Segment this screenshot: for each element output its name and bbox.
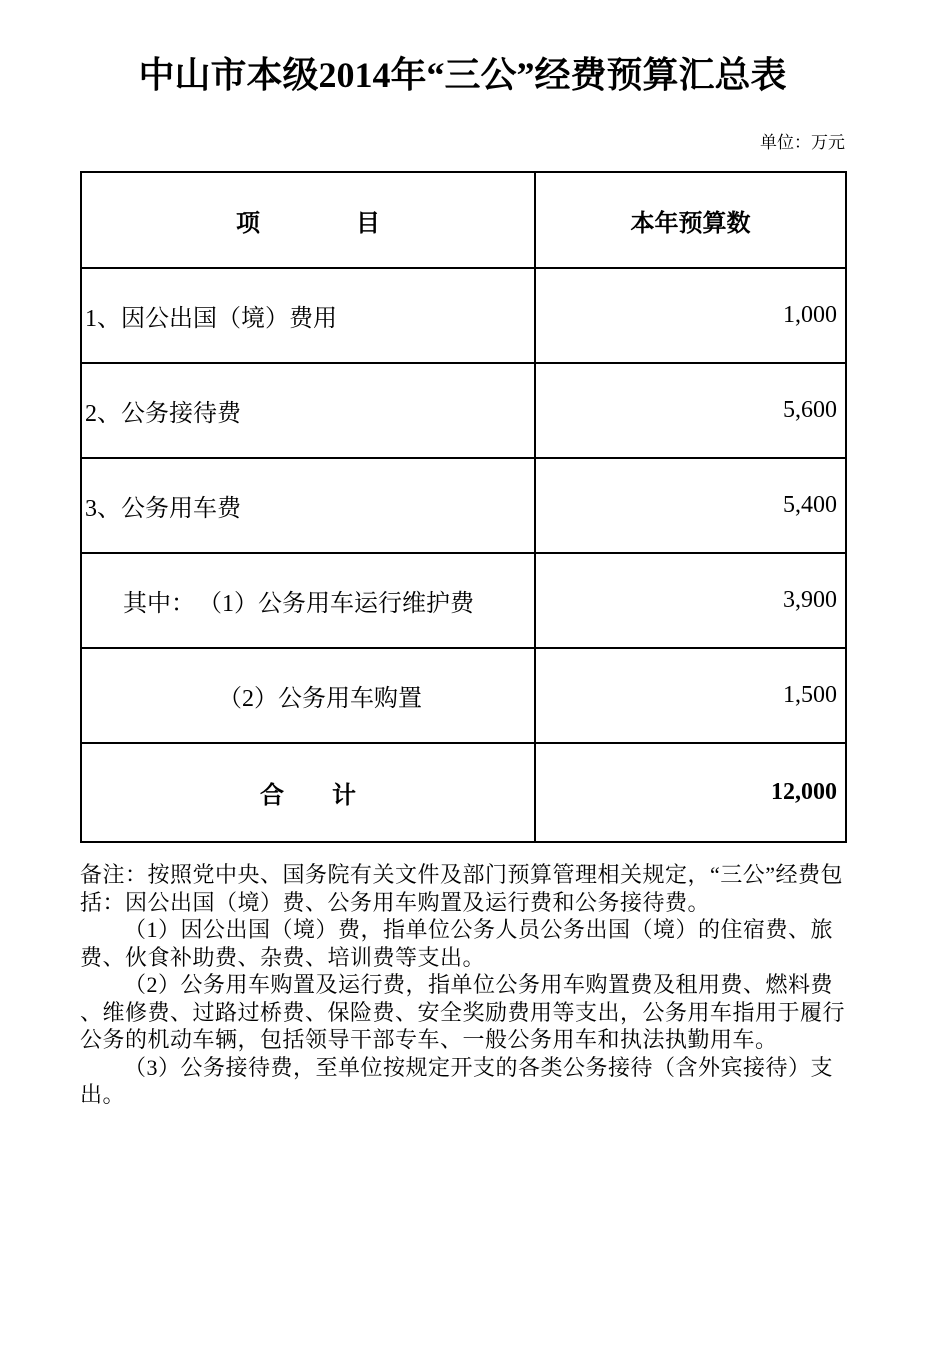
row-label-abroad-expense: 1、因公出国（境）费用 [81, 268, 535, 363]
row-value-vehicle-purchase: 1,500 [535, 648, 846, 743]
row-value-abroad-expense: 1,000 [535, 268, 846, 363]
note-reception-expense: （3）公务接待费，至单位按规定开支的各类公务接待（含外宾接待）支出。 [80, 1054, 834, 1107]
row-label-vehicle-expense: 3、公务用车费 [81, 458, 535, 553]
note-general: 备注：按照党中央、国务院有关文件及部门预算管理相关规定，“三公”经费包括：因公出国（境）费、公务用车购置及运行费和公务接待费。 [80, 862, 844, 915]
row-label-reception-expense: 2、公务接待费 [81, 363, 535, 458]
row-value-vehicle-expense: 5,400 [535, 458, 846, 553]
total-value: 12,000 [535, 743, 846, 842]
row-label-vehicle-maintenance [81, 553, 535, 648]
document-page [80, 54, 845, 1109]
page-title: 中山市本级2014年“三公”经费预算汇总表 [138, 55, 787, 95]
total-row [81, 743, 846, 842]
total-label: 合 计 [81, 743, 535, 842]
vehicle-maintenance-label: （1）公务用车运行维护费 [210, 591, 474, 617]
row-label-vehicle-purchase: （2）公务用车购置 [81, 648, 535, 743]
budget-table [80, 171, 847, 843]
footnotes [80, 861, 845, 1109]
among-which-label: 其中： [123, 591, 195, 617]
table-row [81, 268, 846, 363]
table-row [81, 648, 846, 743]
row-value-vehicle-maintenance: 3,900 [535, 553, 846, 648]
table-header-row [81, 172, 846, 268]
table-row [81, 553, 846, 648]
unit-label: 单位：万元 [760, 133, 845, 152]
note-abroad-expense: （1）因公出国（境）费，指单位公务人员公务出国（境）的住宿费、旅费、伙食补助费、杂费、培训费等支出。 [80, 917, 834, 970]
table-row [81, 458, 846, 553]
table-row [81, 363, 846, 458]
row-value-reception-expense: 5,600 [535, 363, 846, 458]
column-header-item: 项 目 [81, 172, 535, 268]
column-header-amount: 本年预算数 [535, 172, 846, 268]
note-vehicle-expense: （2）公务用车购置及运行费，指单位公务用车购置费及租用费、燃料费、维修费、过路过桥费、保险费、安全奖励费用等支出，公务用车指用于履行公务的机动车辆，包括领导干部专车、一般公务用车和执法执勤用车。 [80, 972, 846, 1052]
